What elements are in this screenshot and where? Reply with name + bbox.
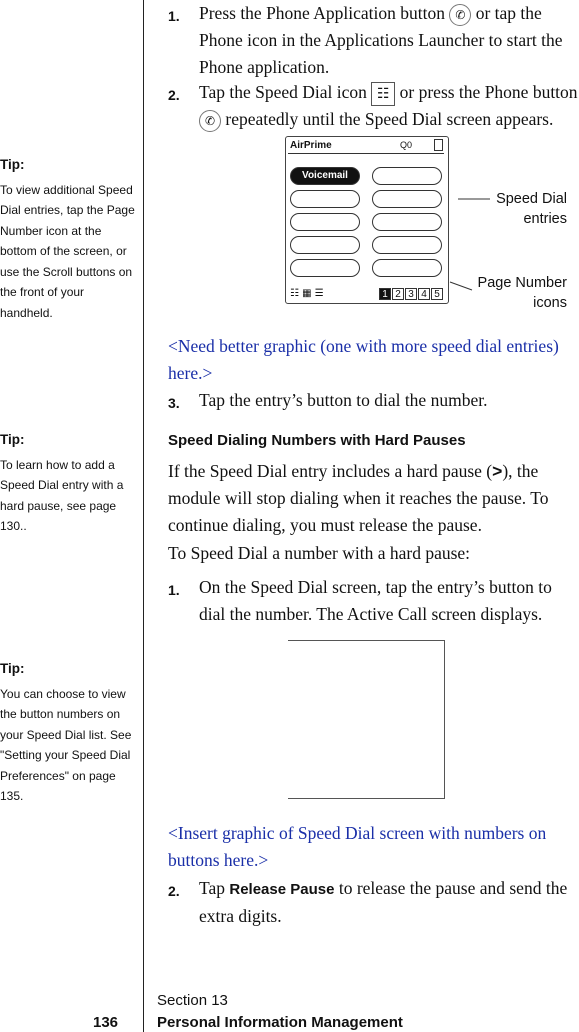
speed-dial-entry[interactable] — [372, 259, 442, 277]
step-text: repeatedly until the Speed Dial screen appears. — [225, 109, 554, 129]
editor-note: <Insert graphic of Speed Dial screen with numbers on buttons here.> — [168, 823, 547, 870]
footer-section: Section 13 — [157, 992, 228, 1009]
callout-speed-dial-entries: Speed Dial entries — [496, 191, 567, 227]
margin-rule — [143, 0, 144, 1032]
speed-dial-entry[interactable]: Voicemail — [290, 167, 360, 185]
speed-dial-grid-icon: ☷ — [371, 82, 395, 106]
step-number: 1. — [168, 582, 180, 598]
tip-3 — [0, 659, 135, 807]
step-number: 1. — [168, 8, 180, 24]
page-number-icon[interactable]: 4 — [418, 288, 430, 300]
page-number: 136 — [93, 1014, 119, 1031]
speed-dial-entry[interactable] — [372, 167, 442, 185]
speed-dial-entry[interactable] — [290, 259, 360, 277]
tip-text: To learn how to add a Speed Dial entry with a hard pause, see page 130.. — [0, 457, 124, 533]
step-text: On the Speed Dial screen, tap the entry’s button to dial the number. The Active Call screen displays. — [199, 577, 552, 624]
image-placeholder — [288, 640, 445, 799]
tip-text: You can choose to view the button numbers on your Speed Dial list. See "Setting your Speed Dial Preferences" on page 135. — [0, 686, 132, 803]
app-title: AirPrime — [290, 140, 332, 151]
page-number-icon[interactable]: 1 — [379, 288, 391, 300]
page-number-icon[interactable]: 3 — [405, 288, 417, 300]
editor-note: <Need better graphic (one with more speed dial entries) here.> — [168, 336, 559, 383]
step-text: Tap Release Pause to release the pause and send the extra digits. — [199, 878, 568, 926]
step-text: Press the Phone Application button — [199, 3, 445, 23]
step-number: 3. — [168, 395, 180, 411]
speed-dial-entry[interactable] — [372, 236, 442, 254]
step-text: Tap the Speed Dial icon — [199, 82, 367, 102]
step-text: Tap the entry’s button to dial the number. — [199, 390, 488, 410]
phone-handset-icon: ✆ — [449, 4, 471, 26]
tip-1 — [0, 155, 135, 323]
speed-dial-screenshot — [285, 136, 449, 304]
battery-icon — [434, 139, 443, 151]
callout-page-number-icons: Page Number icons — [477, 275, 567, 311]
speed-dial-entry[interactable] — [290, 213, 360, 231]
tip-label: Tip: — [0, 661, 25, 676]
step-text: or press the Phone button — [399, 82, 578, 102]
step-number: 2. — [168, 87, 180, 103]
step-text: or tap the Phone icon in the Applications Launcher to start the Phone application. — [199, 3, 563, 77]
speed-dial-entry[interactable] — [372, 190, 442, 208]
footer-title: Personal Information Management — [157, 1014, 403, 1031]
page-number-icon[interactable]: 5 — [431, 288, 443, 300]
speed-dial-entry[interactable] — [372, 213, 442, 231]
tip-2 — [0, 430, 135, 537]
page-number-icon[interactable]: 2 — [392, 288, 404, 300]
tip-label: Tip: — [0, 157, 25, 172]
phone-handset-icon: ✆ — [199, 110, 221, 132]
section-heading: Speed Dialing Numbers with Hard Pauses — [168, 432, 466, 449]
step-number: 2. — [168, 883, 180, 899]
paragraph-intro: To Speed Dial a number with a hard pause: — [168, 543, 471, 563]
toolbar-icons[interactable]: ☷ ▦ ☰ — [290, 288, 324, 299]
status-indicator: Q0 — [400, 140, 413, 150]
speed-dial-entry[interactable] — [290, 190, 360, 208]
tip-label: Tip: — [0, 432, 25, 447]
speed-dial-entry[interactable] — [290, 236, 360, 254]
tip-text: To view additional Speed Dial entries, tap the Page Number icon at the bottom of the screen, or use the Scroll buttons on the front of your handheld. — [0, 182, 135, 320]
paragraph-hard-pause: If the Speed Dial entry includes a hard pause (>), the module will stop dialing when it reaches the pause. To continue dialing, you must release the pause. — [168, 461, 549, 535]
